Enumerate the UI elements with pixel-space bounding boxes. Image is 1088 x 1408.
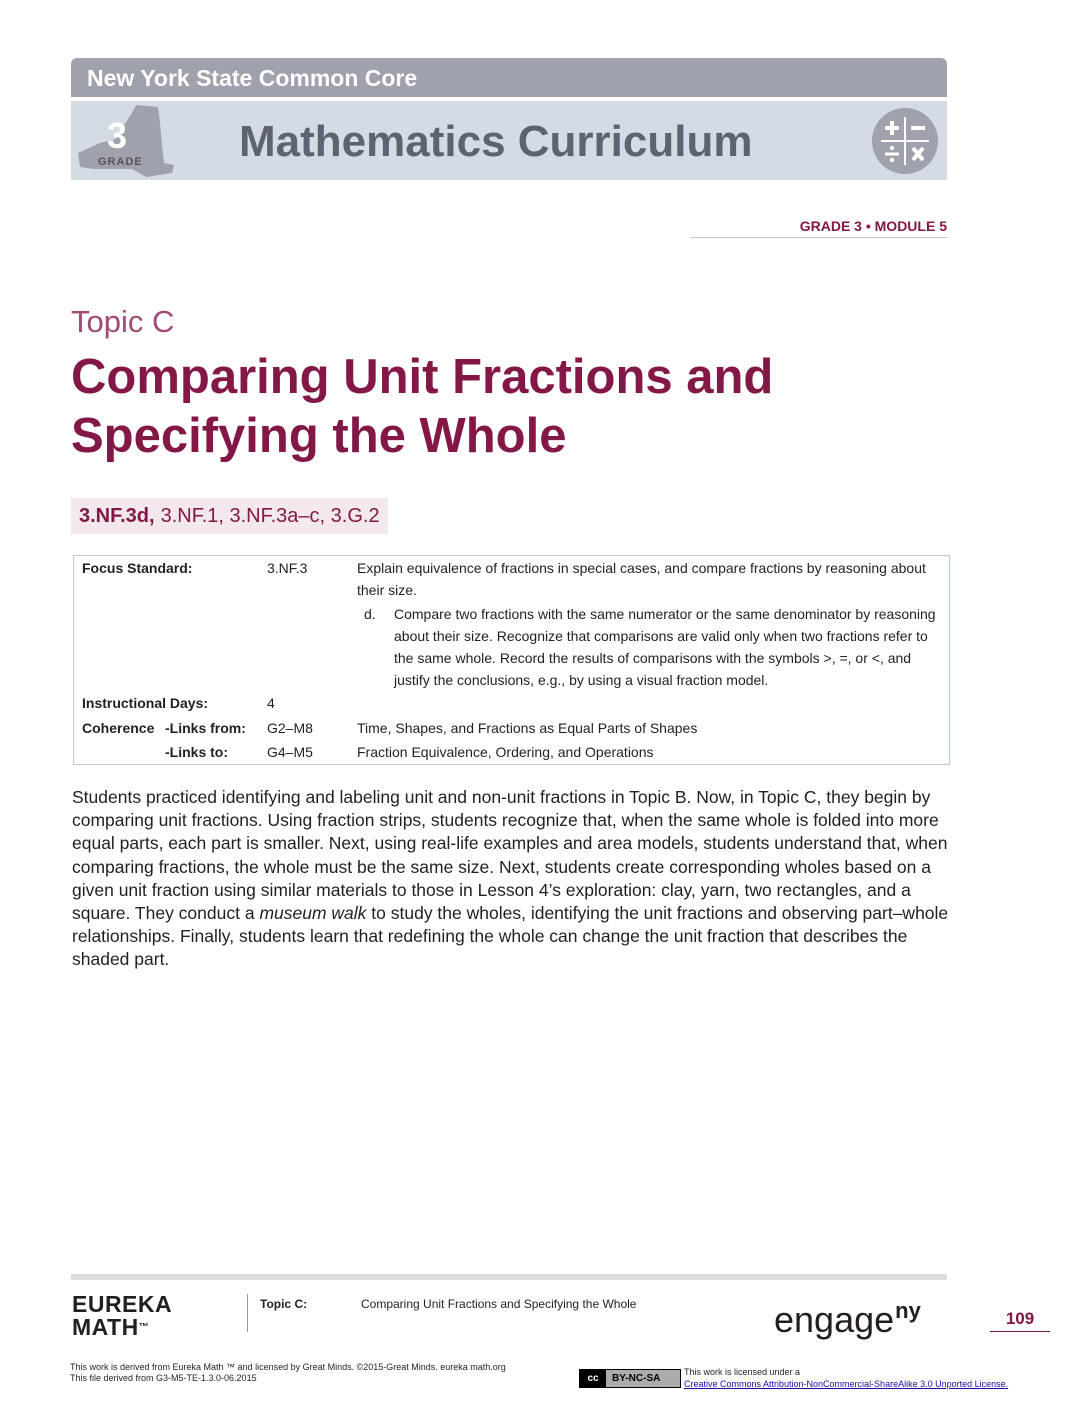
related-standards: 3.NF.1, 3.NF.3a–c, 3.G.2 [160, 504, 380, 527]
footer-separator [247, 1294, 248, 1332]
primary-standard: 3.NF.3d, [79, 504, 155, 527]
links-from-description: Time, Shapes, and Fractions as Equal Parts of Shapes [357, 720, 698, 736]
topic-title [71, 348, 871, 466]
links-to-label: -Links to: [165, 744, 228, 760]
links-from-label: -Links from: [165, 720, 246, 736]
footer-topic-name: Comparing Unit Fractions and Specifying the Whole [361, 1297, 637, 1311]
cc-badge-text: BY-NC-SA [612, 1373, 661, 1384]
instructional-days-label: Instructional Days: [82, 695, 209, 711]
engageny-logo: engage$^{ny}$ [774, 1298, 921, 1340]
focus-standard-table [73, 555, 950, 765]
grade-module-label: GRADE 3 • MODULE 5 [690, 218, 947, 238]
topic-title-line-2: Specifying the Whole [71, 409, 567, 463]
eureka-logo-line-1: EUREKA [72, 1291, 173, 1317]
license-link[interactable]: Creative Commons Attribution-NonCommercial-ShareAlike 3.0 Unported License. [684, 1379, 1009, 1389]
links-to-description: Fraction Equivalence, Ordering, and Operations [357, 744, 654, 760]
eureka-logo-line-2: MATH™ [72, 1314, 150, 1340]
grade-number: 3 [107, 115, 128, 156]
overview-text-part-1: Students practiced identifying and labeling unit and non-unit fractions in Topic B. Now, in Topic C, they begin by comparing unit fractions. Using fraction strips, students recognize that, when the same whole is folded into more equal parts, each part is smaller. Next, using real-life examples and area models, students understand that, when comparing fractions, the whole must be the same size. Next, students create corresponding wholes based on a given unit fraction using similar materials to those in Lesson 4’s exploration: clay, yarn, two rectangles, and a square. They conduct a [72, 787, 948, 924]
page-number: 109 [990, 1309, 1050, 1332]
license-text [684, 1366, 1008, 1390]
curriculum-header [71, 101, 947, 180]
overview-emphasis: museum walk [259, 903, 367, 924]
curriculum-title: Mathematics Curriculum [239, 117, 753, 166]
header-banner [71, 58, 947, 97]
coherence-label: Coherence [82, 720, 155, 736]
topic-label: Topic C [71, 304, 175, 339]
banner-text: New York State Common Core [87, 65, 418, 91]
standards-bar [71, 498, 388, 534]
links-to-code: G4–M5 [267, 744, 313, 760]
creative-commons-badge[interactable] [579, 1369, 681, 1388]
credit-line-1: This work is derived from Eureka Math ™ and licensed by Great Minds. ©2015-Great Minds. eureka math.org [70, 1362, 506, 1372]
focus-standard-label: Focus Standard: [82, 560, 193, 576]
instructional-days-value: 4 [267, 695, 275, 711]
footer-topic-label: Topic C: [260, 1297, 308, 1311]
credit-line-2: This file derived from G3-M5-TE-1.3.0-06.2015 [70, 1373, 257, 1383]
eureka-math-logo [72, 1293, 172, 1339]
sub-standard-description: Compare two fractions with the same numerator or the same denominator by reasoning about their size. Recognize that comparisons are valid only when two fractions refer to the same whole. Record the results of comparisons with the symbols >, =, or <, and justify the conclusions, e.g., by using a visual fraction model. [394, 606, 936, 688]
overview-text-part-2: to study the wholes, identifying the unit fractions and observing part–whole relationships. Finally, students learn that redefining the whole can change the unit fraction that describes the shaded part. [72, 903, 949, 970]
cc-icon: cc [580, 1370, 606, 1387]
math-operations-icon [871, 107, 939, 175]
topic-overview-paragraph [72, 786, 952, 972]
license-line-1: This work is licensed under a [684, 1367, 801, 1377]
footer-divider [71, 1274, 947, 1280]
sub-standard-letter: d. [364, 606, 376, 622]
links-from-code: G2–M8 [267, 720, 313, 736]
grade-label: GRADE [98, 156, 143, 168]
focus-standard-description: Explain equivalence of fractions in special cases, and compare fractions by reasoning about their size. [357, 560, 926, 598]
credit-text [70, 1362, 506, 1384]
focus-standard-code: 3.NF.3 [267, 560, 308, 576]
topic-title-line-1: Comparing Unit Fractions and [71, 350, 774, 404]
